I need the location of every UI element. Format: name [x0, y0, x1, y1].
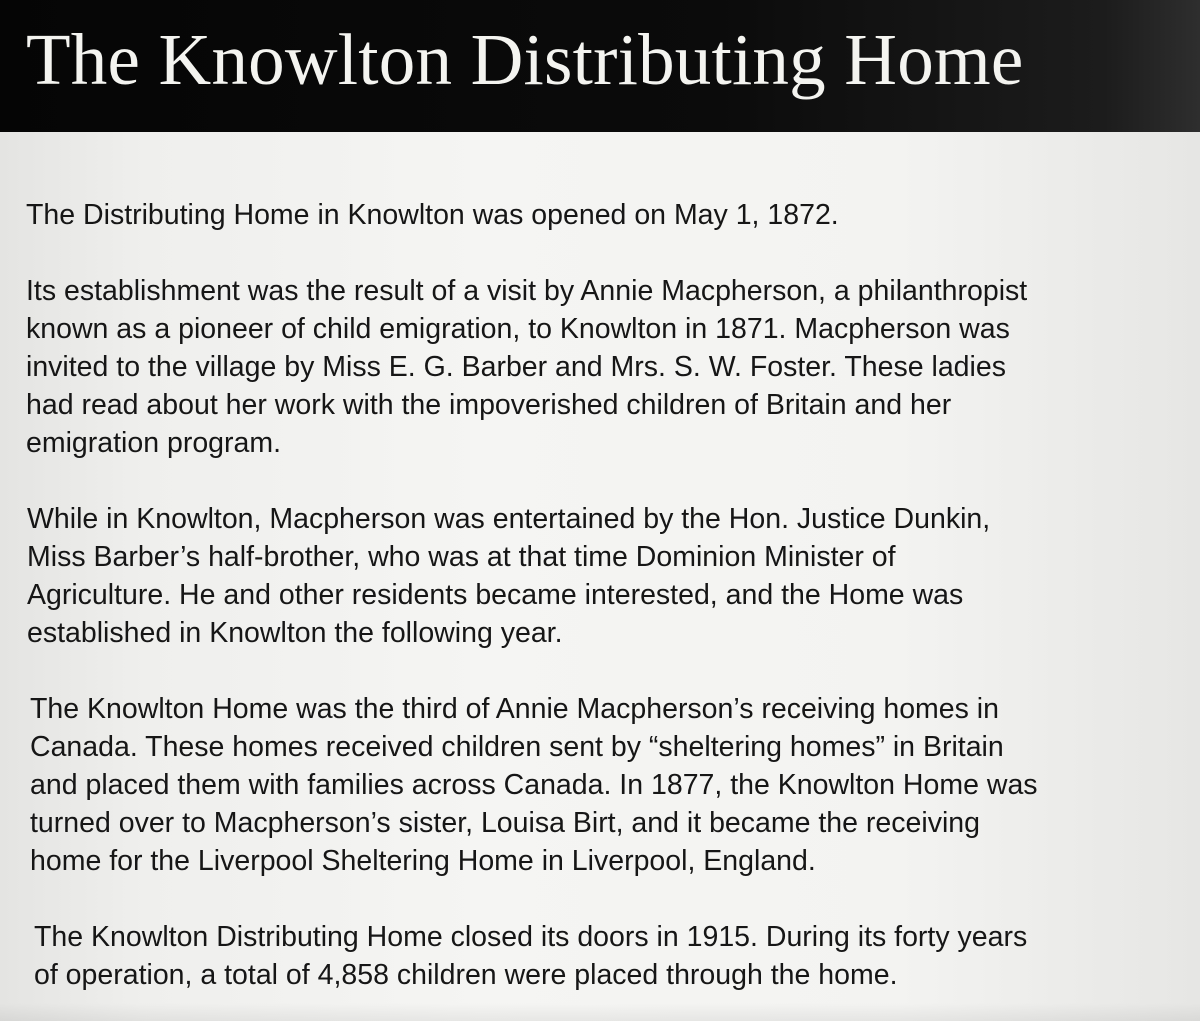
text-line: invited to the village by Miss E. G. Barber and Mrs. S. W. Foster. These ladies: [26, 351, 1006, 383]
text-line: of operation, a total of 4,858 children were placed through the home.: [34, 959, 898, 991]
text-line: had read about her work with the impoverished children of Britain and her: [26, 389, 952, 421]
text-line: Agriculture. He and other residents became interested, and the Home was: [27, 579, 964, 611]
text-line: established in Knowlton the following year.: [27, 617, 563, 649]
paragraph-closing: [34, 918, 1176, 994]
paragraph-dunkin: [27, 500, 1176, 652]
text-line: home for the Liverpool Sheltering Home in Liverpool, England.: [30, 845, 816, 877]
text-line: turned over to Macpherson’s sister, Louisa Birt, and it became the receiving: [30, 807, 980, 839]
text-line: While in Knowlton, Macpherson was entertained by the Hon. Justice Dunkin,: [27, 503, 991, 535]
paragraph-opening: [26, 196, 1176, 234]
text-line: The Knowlton Distributing Home closed its doors in 1915. During its forty years: [34, 921, 1028, 953]
text-line: and placed them with families across Canada. In 1877, the Knowlton Home was: [30, 769, 1038, 801]
bottom-shadow: [0, 1003, 1200, 1021]
paragraph-receiving-homes: [30, 690, 1176, 880]
paragraph-establishment: [26, 272, 1176, 462]
text-line: known as a pioneer of child emigration, to Knowlton in 1871. Macpherson was: [26, 313, 1010, 345]
title-band: [0, 0, 1200, 132]
body-text: [26, 196, 1176, 1021]
text-line: Miss Barber’s half-brother, who was at that time Dominion Minister of: [27, 541, 896, 573]
text-line: Canada. These homes received children sent by “sheltering homes” in Britain: [30, 731, 1004, 763]
page-title: The Knowlton Distributing Home: [26, 19, 1024, 100]
text-line: The Distributing Home in Knowlton was opened on May 1, 1872.: [26, 199, 839, 231]
text-line: emigration program.: [26, 427, 282, 459]
text-line: Its establishment was the result of a visit by Annie Macpherson, a philanthropist: [26, 275, 1028, 307]
text-line: The Knowlton Home was the third of Annie Macpherson’s receiving homes in: [30, 693, 999, 725]
